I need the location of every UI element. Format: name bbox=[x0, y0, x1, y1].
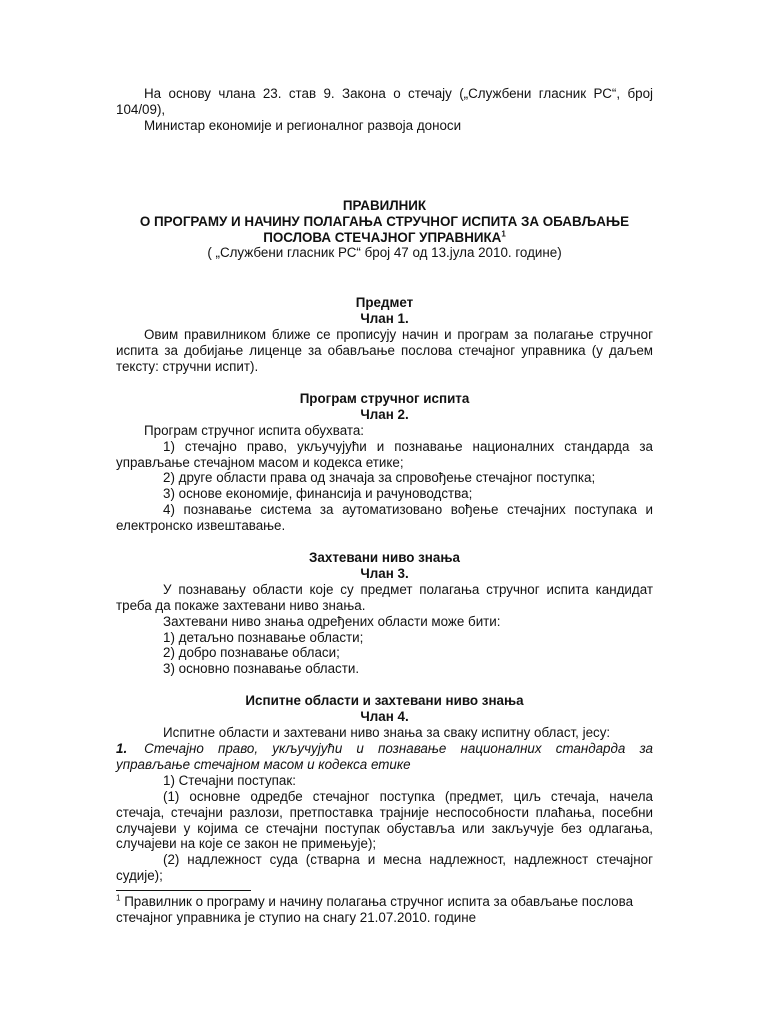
article-number: Члан 3. bbox=[360, 565, 409, 581]
list-item: 1) детаљно познавање области; bbox=[163, 629, 364, 645]
footnote-divider bbox=[116, 890, 251, 891]
list-item: 4) познавање система за аутоматизовано вођење стечајних поступака и електронско извештавање. bbox=[116, 502, 653, 534]
article-number: Члан 1. bbox=[360, 311, 409, 327]
section-heading: Испитне области и захтевани ниво знања bbox=[245, 693, 524, 709]
list-item: (2) надлежност суда (стварна и месна надлежност, надлежност стечајног судије); bbox=[116, 852, 653, 884]
document-title: ПРАВИЛНИК bbox=[342, 197, 427, 213]
section-heading: Предмет bbox=[355, 295, 414, 311]
document-page bbox=[116, 86, 653, 926]
exam-area-number: 1. bbox=[116, 741, 128, 756]
list-item: (1) основне одредбе стечајног поступка (предмет, циљ стечаја, начела стечаја, стечајни разлози, претпоставка трајније неспособности плаћања, посебни случајеви у којима се стечајни поступак обуставља или закључује без одлагања, случајеви на које се закон не примењује); bbox=[116, 788, 653, 852]
article-number: Члан 4. bbox=[360, 709, 409, 725]
footnote-reference: 1 bbox=[501, 229, 506, 239]
gazette-reference: ( „Службени гласник РС“ број 47 од 13.јула 2010. године) bbox=[207, 245, 562, 261]
article-intro: Захтевани ниво знања одређених области може бити: bbox=[163, 613, 501, 629]
preamble-issuer: Министар економије и регионалног развоја доноси bbox=[144, 117, 462, 133]
list-item: 3) основно познавање области. bbox=[163, 661, 360, 677]
section-heading: Програм стручног испита bbox=[299, 390, 470, 406]
footnote: $^1$ Правилник о програму и начину полагања стручног испита за обављање послова стечајног управника је ступио на снагу 21.07.2010. године bbox=[116, 893, 634, 926]
list-item: 2) добро познавање обласи; bbox=[163, 645, 340, 661]
list-item: 2) друге области права од значаја за спровођење стечајног поступка; bbox=[163, 470, 596, 486]
list-item: 1) стечајно право, укључујући и познавање националних стандарда за управљање стечајном масом и кодекса етике; bbox=[116, 438, 653, 470]
section-heading: Захтевани ниво знања bbox=[309, 550, 460, 566]
sub-heading: 1) Стечајни поступак: bbox=[163, 772, 296, 788]
exam-area-title: 1. Стечајно право, укључујући и познавање националних стандарда за управљање стечајном масом и кодекса етике bbox=[116, 741, 653, 772]
article-intro: Програм стручног испита обухвата: bbox=[144, 422, 365, 438]
article-text: У познавању области које су предмет полагања стручног испита кандидат треба да покаже захтевани ниво знања. bbox=[116, 581, 653, 613]
footnote-mark: 1 bbox=[116, 893, 121, 903]
preamble-legal-basis: На основу члана 23. став 9. Закона о стечају („Службени гласник РС“, број 104/09), bbox=[116, 86, 653, 117]
article-number: Члан 2. bbox=[360, 406, 409, 422]
article-text: Овим правилником ближе се прописују начин и програм за полагање стручног испита за добијање лиценце за обављање послова стечајног управника (у даљем тексту: стручни испит). bbox=[116, 327, 653, 374]
list-item: 3) основе економије, финансија и рачуноводства; bbox=[163, 486, 473, 502]
document-subtitle-line1: О ПРОГРАМУ И НАЧИНУ ПОЛАГАЊА СТРУЧНОГ ИСПИТА ЗА ОБАВЉАЊЕ bbox=[139, 213, 630, 229]
document-subtitle-line2: ПОСЛОВА СТЕЧАЈНОГ УПРАВНИКА$^1$ bbox=[263, 229, 506, 245]
article-intro: Испитне области и захтевани ниво знања за сваку испитну област, јесу: bbox=[163, 725, 611, 741]
